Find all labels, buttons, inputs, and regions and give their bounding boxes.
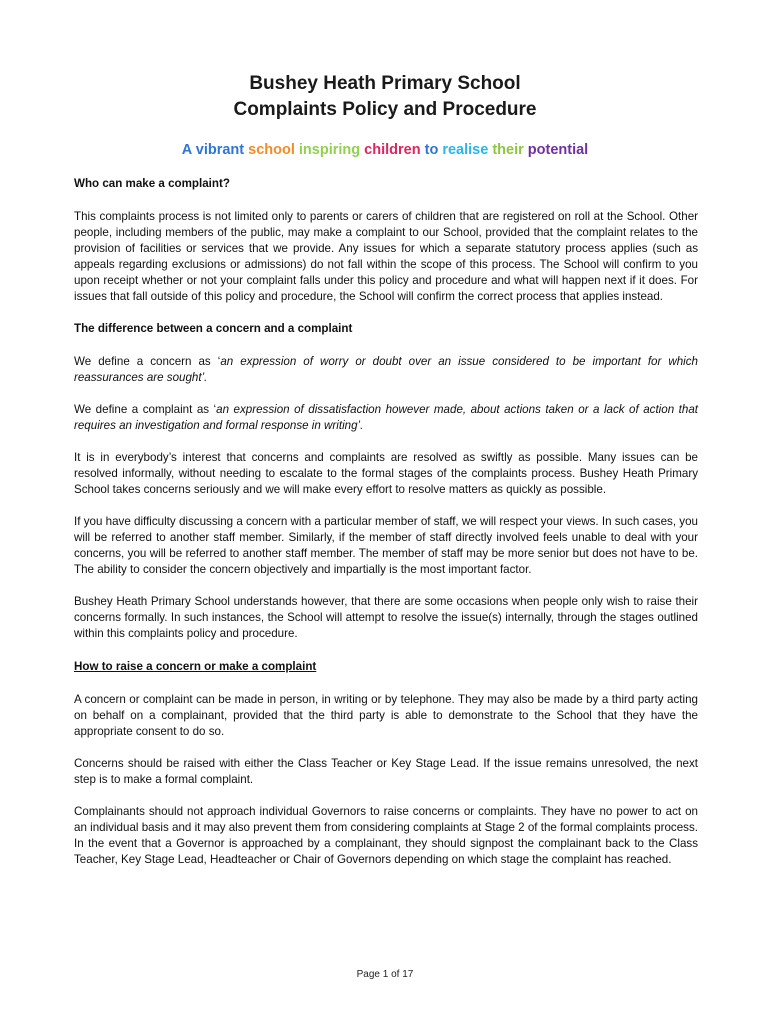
interest-paragraph: It is in everybody’s interest that concerns and complaints are resolved as swiftly as possible. Many issues can be resolved informally, without needing to escalate to the formal stages of the complaints process. Bushey Heath Primary School takes concerns seriously and we will make every effort to resolve matters as quickly as possible. bbox=[74, 451, 698, 496]
policy-title: Complaints Policy and Procedure bbox=[233, 99, 537, 120]
who-can-complain-paragraph: This complaints process is not limited only to parents or carers of children that are registered on roll at the School. Other people, including members of the public, may make a complaint to our School, provided that the complaint relates to the provision of facilities or services that we provide. Any issues for which a separate statutory process applies (such as appeals regarding exclusions or admissions) do not fall within the scope of this process. The School will confirm to you upon receipt whether or not your complaint falls under this policy and procedure and what will happen next if it does. For issues that fall outside of this policy and procedure, the School will confirm the correct process that applies instead. bbox=[74, 210, 698, 303]
how-to-raise-heading: How to raise a concern or make a complaint bbox=[74, 660, 317, 673]
concern-vs-complaint-heading: The difference between a concern and a complaint bbox=[74, 322, 353, 335]
motto-word: A bbox=[181, 142, 192, 158]
motto-word: potential bbox=[527, 142, 589, 158]
school-motto bbox=[0, 140, 770, 160]
concern-definition-paragraph bbox=[74, 354, 698, 386]
governors-paragraph: Complainants should not approach individual Governors to raise concerns or complaints. They have no power to act on an individual basis and it may also prevent them from considering complaints at Stage 2 of the formal complaints process. In the event that a Governor is approached by a complainant, they should signpost the complainant back to the Class Teacher, Key Stage Lead, Headteacher or Chair of Governors depending on which stage the complaint has reached. bbox=[74, 805, 698, 866]
motto-word: children bbox=[364, 142, 421, 158]
motto-word: their bbox=[492, 142, 524, 158]
complaint-definition-prefix: We define a complaint as ‘ bbox=[74, 403, 217, 416]
motto-word: vibrant bbox=[195, 142, 245, 158]
concern-definition-prefix: We define a concern as ‘ bbox=[74, 355, 221, 368]
page-number: Page 1 of 17 bbox=[356, 969, 414, 980]
motto-word: inspiring bbox=[298, 142, 361, 158]
formal-concerns-paragraph: Bushey Heath Primary School understands however, that there are some occasions when people only wish to raise their concerns formally. In such instances, the School will attempt to resolve the issue(s) internally, through the stages outlined within this complaints policy and procedure. bbox=[74, 595, 698, 640]
motto-word: school bbox=[248, 142, 295, 158]
complaint-definition-quote: an expression of dissatisfaction however made, about actions taken or a lack of action that requires an investigation and formal response in writing’. bbox=[74, 403, 698, 432]
raise-with-teacher-paragraph: Concerns should be raised with either the Class Teacher or Key Stage Lead. If the issue remains unresolved, the next step is to make a formal complaint. bbox=[74, 757, 698, 786]
concern-definition-quote: an expression of worry or doubt over an issue considered to be important for which reassurances are sought’. bbox=[74, 355, 699, 384]
how-to-raise-paragraph: A concern or complaint can be made in person, in writing or by telephone. They may also be made by a third party acting on behalf on a complainant, provided that the third party is able to demonstrate to the School that they have the appropriate consent to do so. bbox=[74, 693, 698, 738]
document-body bbox=[74, 176, 698, 884]
who-can-complain-heading: Who can make a complaint? bbox=[74, 177, 230, 190]
motto-word: realise bbox=[442, 142, 489, 158]
motto-word: to bbox=[424, 142, 439, 158]
difficulty-paragraph: If you have difficulty discussing a concern with a particular member of staff, we will respect your views. In such cases, you will be referred to another staff member. Similarly, if the member of staff directly involved feels unable to deal with your concerns, you will be referred to another staff member. The member of staff may be more senior but does not have to be. The ability to consider the concern objectively and impartially is the most important factor. bbox=[74, 515, 698, 576]
complaint-definition-paragraph bbox=[74, 402, 698, 434]
school-name-title: Bushey Heath Primary School bbox=[249, 73, 521, 94]
